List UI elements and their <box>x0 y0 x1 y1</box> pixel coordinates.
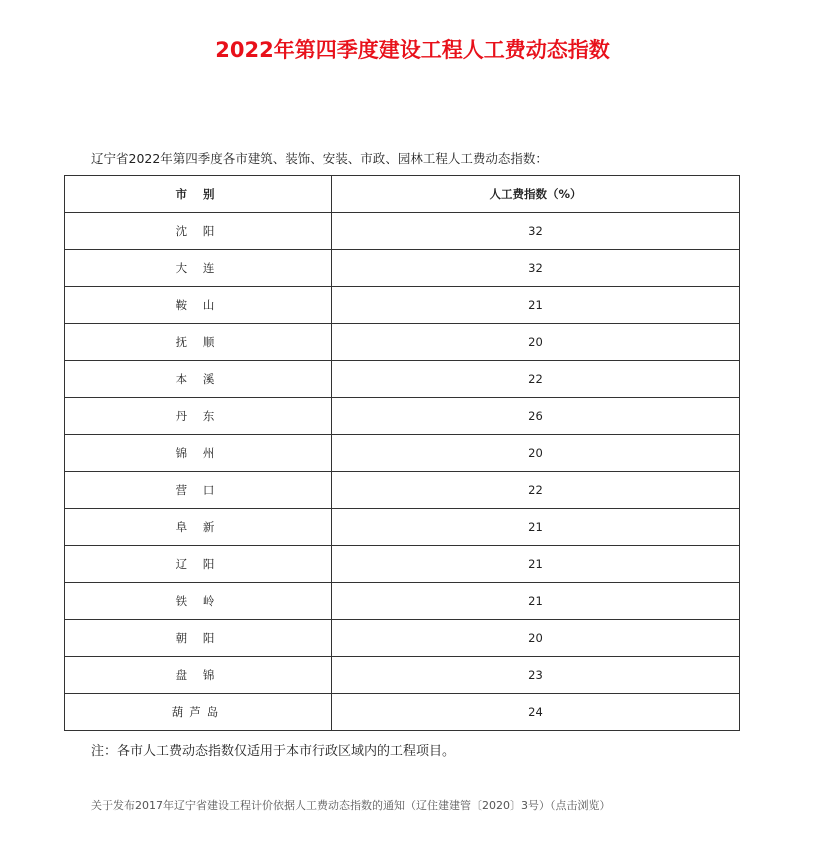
notice-link[interactable]: 关于发布2017年辽宁省建设工程计价依据人工费动态指数的通知（辽住建建管〔2020〕3号）（点击浏览） <box>91 799 611 812</box>
city-cell: 丹 东 <box>65 398 332 435</box>
index-cell: 22 <box>332 472 740 509</box>
index-cell: 24 <box>332 694 740 731</box>
table-row <box>65 213 740 250</box>
city-cell: 抚 顺 <box>65 324 332 361</box>
index-cell: 20 <box>332 435 740 472</box>
table-row <box>65 435 740 472</box>
city-cell: 本 溪 <box>65 361 332 398</box>
table-row <box>65 472 740 509</box>
index-cell: 32 <box>332 250 740 287</box>
city-cell: 沈 阳 <box>65 213 332 250</box>
city-cell: 阜 新 <box>65 509 332 546</box>
index-cell: 21 <box>332 546 740 583</box>
city-cell: 营 口 <box>65 472 332 509</box>
city-cell: 鞍 山 <box>65 287 332 324</box>
city-cell: 葫芦岛 <box>65 694 332 731</box>
labor-index-table <box>64 175 740 731</box>
intro-text: 辽宁省2022年第四季度各市建筑、装饰、安装、市政、园林工程人工费动态指数： <box>91 151 548 166</box>
index-cell: 22 <box>332 361 740 398</box>
index-cell: 21 <box>332 287 740 324</box>
table-row <box>65 361 740 398</box>
table-body <box>65 213 740 731</box>
table-row <box>65 546 740 583</box>
table-row <box>65 398 740 435</box>
table-row <box>65 620 740 657</box>
table-row <box>65 657 740 694</box>
city-cell: 锦 州 <box>65 435 332 472</box>
page-title: 2022年第四季度建设工程人工费动态指数 <box>215 38 610 62</box>
table-row <box>65 287 740 324</box>
city-cell: 铁 岭 <box>65 583 332 620</box>
index-cell: 23 <box>332 657 740 694</box>
index-cell: 20 <box>332 620 740 657</box>
city-cell: 盘 锦 <box>65 657 332 694</box>
table-row <box>65 583 740 620</box>
city-cell: 朝 阳 <box>65 620 332 657</box>
city-cell: 辽 阳 <box>65 546 332 583</box>
city-cell: 大 连 <box>65 250 332 287</box>
index-cell: 26 <box>332 398 740 435</box>
footnote: 注：各市人工费动态指数仅适用于本市行政区域内的工程项目。 <box>91 744 456 759</box>
index-cell: 20 <box>332 324 740 361</box>
table-header-row <box>65 176 740 213</box>
table-row <box>65 324 740 361</box>
header-city: 市 别 <box>65 176 332 213</box>
index-cell: 32 <box>332 213 740 250</box>
index-cell: 21 <box>332 583 740 620</box>
table-row <box>65 250 740 287</box>
index-cell: 21 <box>332 509 740 546</box>
table-row <box>65 509 740 546</box>
table-row <box>65 694 740 731</box>
header-index: 人工费指数（%） <box>332 176 740 213</box>
